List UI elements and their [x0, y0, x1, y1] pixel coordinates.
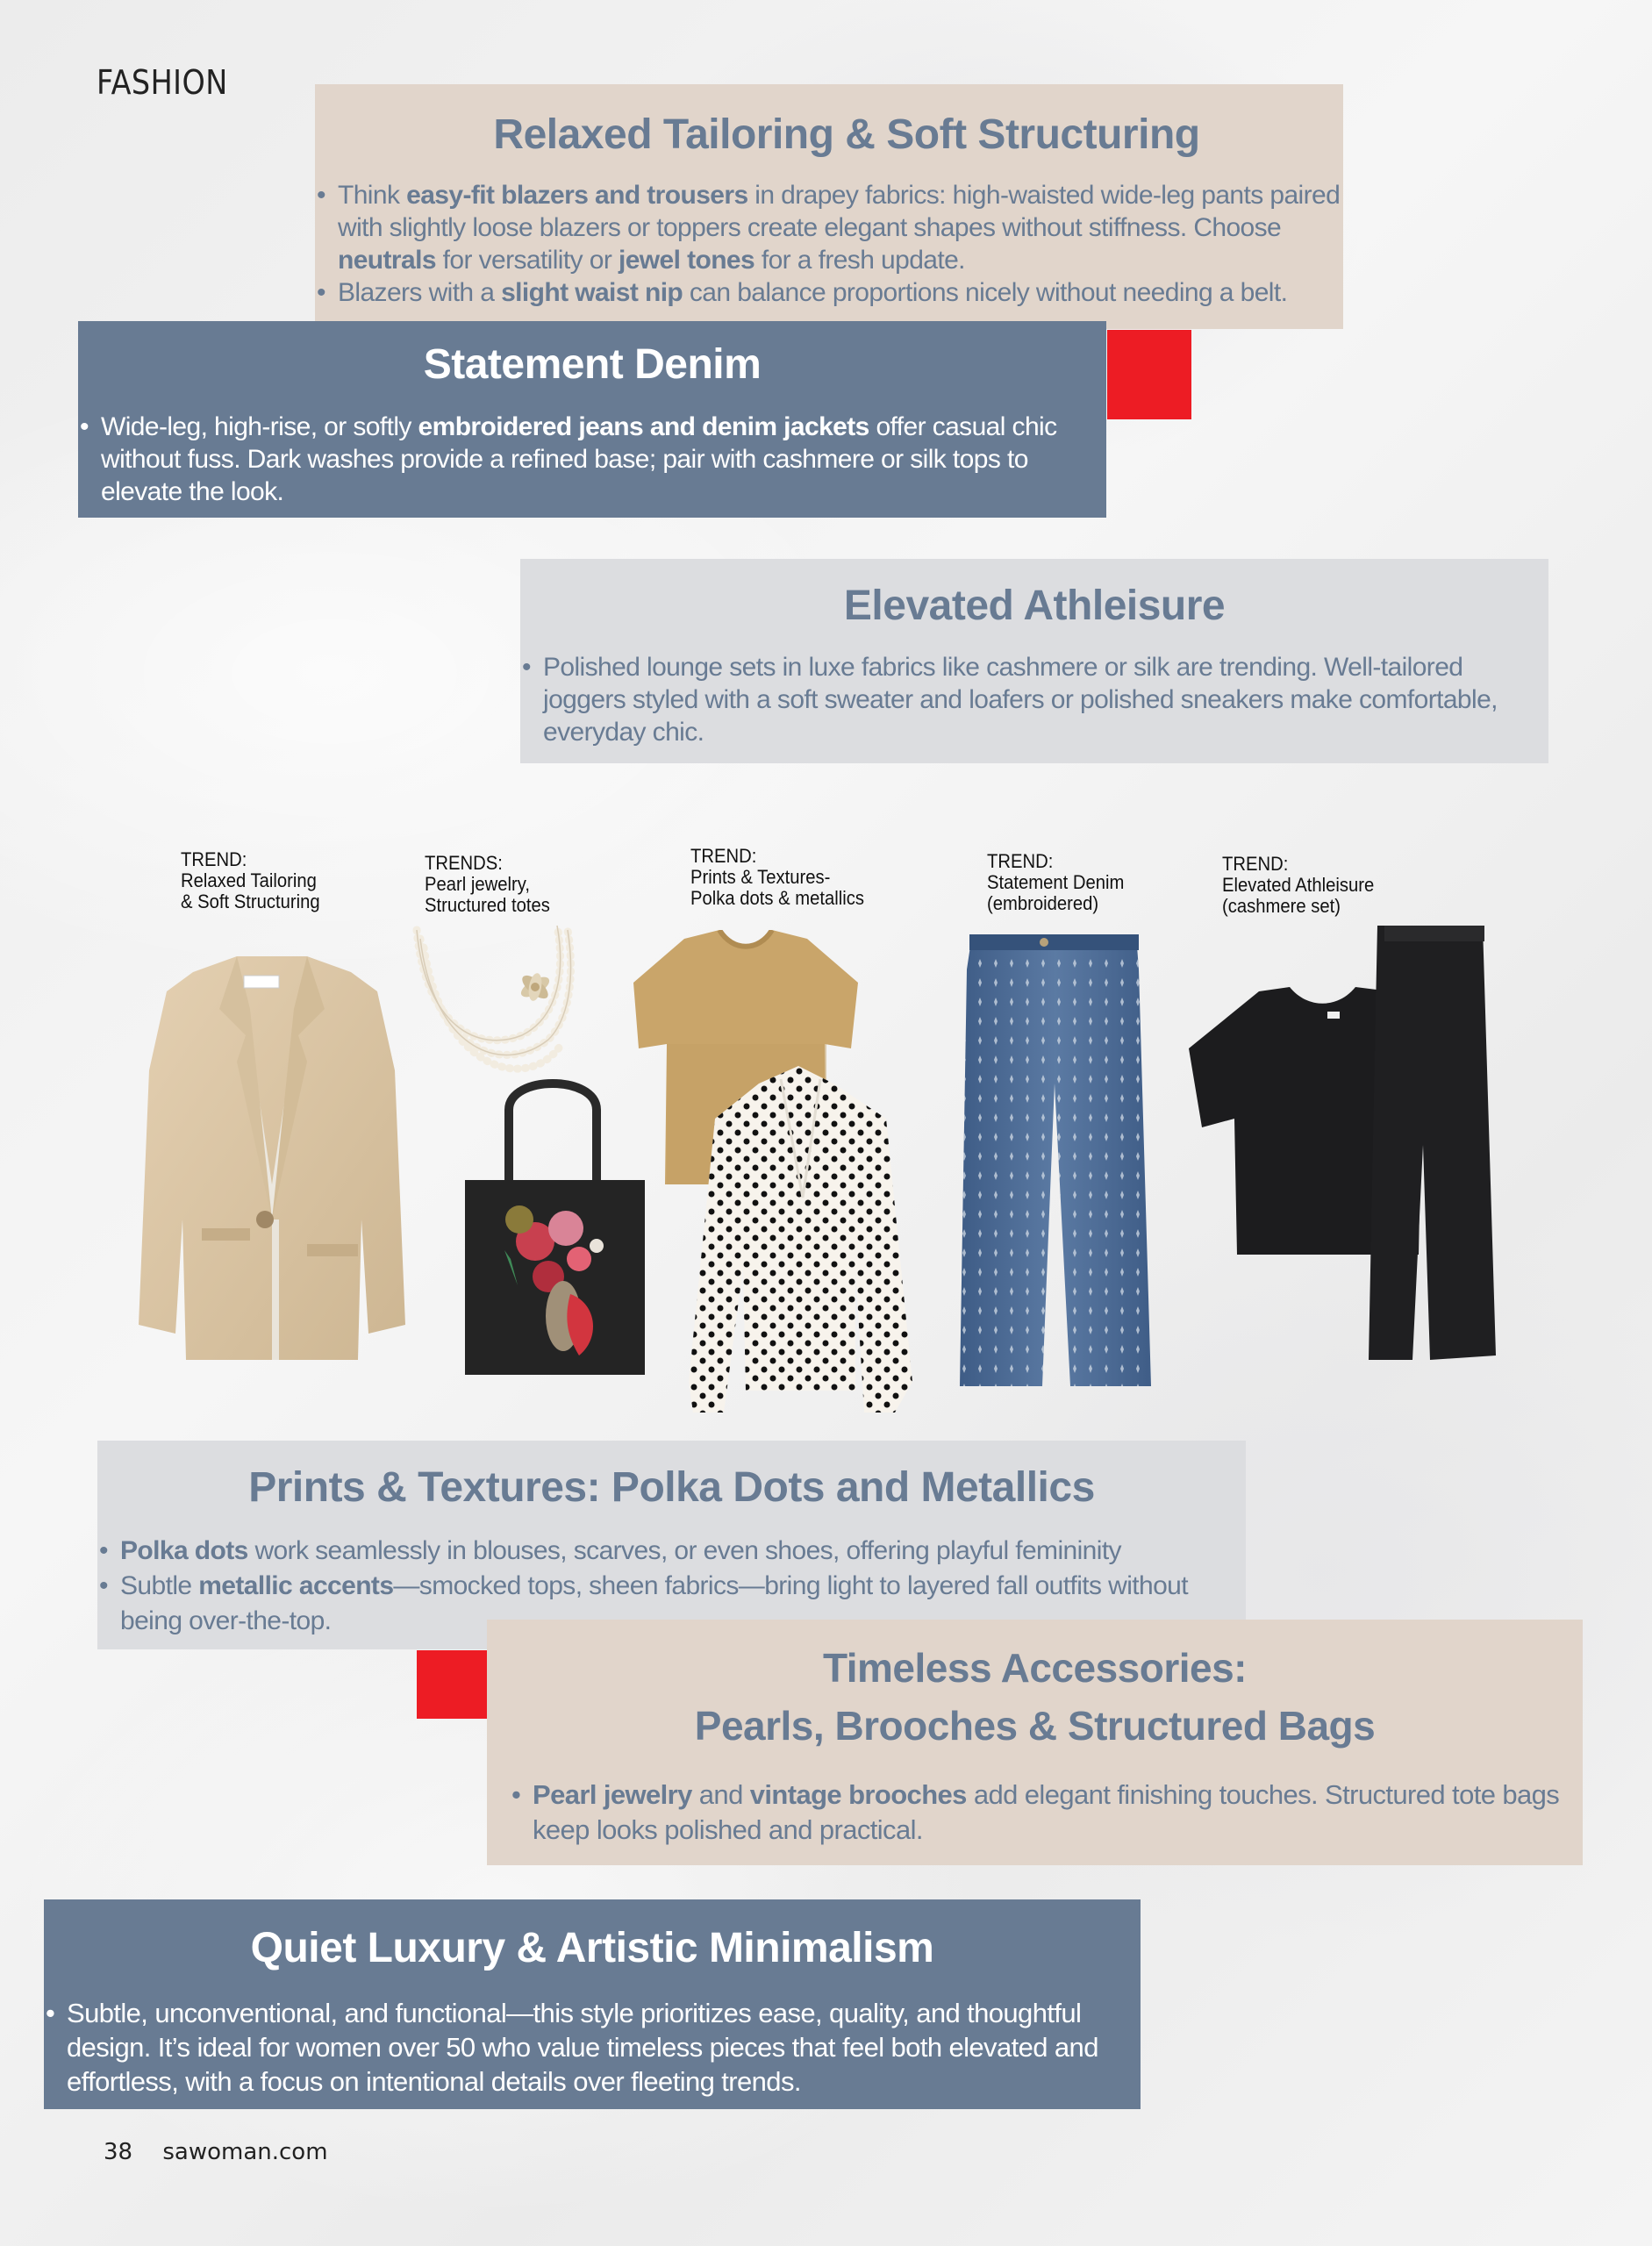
text-segment: —smocked tops, sheen fabrics—bring light to layered fall outfits without being over-the-top.	[120, 1571, 1189, 1635]
text-segment: for a fresh update.	[754, 246, 965, 275]
embroidered-jeans-image	[956, 934, 1154, 1391]
red-accent-block	[1107, 330, 1191, 419]
text-segment: offer casual chic without fuss. Dark washes provide a refined base; pair with cashmere or silk tops to elevate the look.	[101, 412, 1057, 506]
caption-athleisure: TREND: Elevated Athleisure (cashmere set)	[1222, 853, 1375, 917]
accessories-bullets	[510, 1777, 1571, 1848]
athleisure-box	[520, 559, 1548, 763]
quiet-luxury-bullets	[44, 1996, 1141, 2099]
bullet-item	[97, 1534, 1246, 1569]
bullet-item	[315, 276, 1343, 309]
bold-phrase: easy-fit blazers and trousers	[406, 181, 748, 210]
bold-phrase: embroidered jeans and denim jackets	[418, 412, 869, 441]
bold-phrase: jewel tones	[618, 246, 755, 275]
quiet-luxury-box	[44, 1899, 1141, 2109]
section-label: FASHION	[97, 63, 228, 102]
text-segment: Subtle, unconventional, and functional—this style prioritizes ease, quality, and thoughtful design. It’s ideal for women over 50 who value timeless pieces that feel both elevated and effortless, with a focus on intentional details over fleeting trends.	[67, 1998, 1098, 2097]
text-segment: in drapey fabrics: high-waisted wide-leg pants paired with slightly loose blazers or toppers create elegant shapes without stiffness. Choose	[338, 181, 1341, 242]
floral-tote-image	[465, 1075, 649, 1377]
denim-box	[78, 321, 1106, 518]
bold-phrase: neutrals	[338, 246, 436, 275]
caption-prints: TREND: Prints & Textures- Polka dots & metallics	[690, 845, 864, 909]
prints-title: Prints & Textures: Polka Dots and Metallics	[248, 1464, 1095, 1511]
denim-title: Statement Denim	[423, 341, 762, 388]
accessories-title-line2: Pearls, Brooches & Structured Bags	[694, 1703, 1376, 1749]
polka-blouse-image	[689, 1066, 921, 1417]
text-segment: add elegant finishing touches. Structured tote bags keep looks polished and practical.	[533, 1779, 1560, 1845]
text-segment: Polished lounge sets in luxe fabrics like cashmere or silk are trending. Well-tailored joggers styled with a soft sweater and loafers or polished sneakers make comfortable, everyday chic.	[543, 653, 1498, 747]
caption-tailoring: TREND: Relaxed Tailoring & Soft Structuring	[181, 848, 320, 912]
text-segment: and	[691, 1779, 750, 1810]
denim-bullets	[78, 411, 1106, 508]
accessories-box	[487, 1620, 1583, 1865]
tailoring-bullets	[315, 179, 1343, 309]
tailoring-title: Relaxed Tailoring & Soft Structuring	[493, 111, 1200, 158]
athleisure-title: Elevated Athleisure	[843, 583, 1226, 629]
page-number: 38	[104, 2139, 133, 2165]
text-segment: work seamlessly in blouses, scarves, or even shoes, offering playful femininity	[247, 1536, 1121, 1565]
text-segment: Blazers with a	[338, 278, 502, 307]
cashmere-pants-image	[1369, 926, 1496, 1364]
page-footer	[104, 2139, 328, 2165]
athleisure-bullets	[520, 651, 1548, 748]
red-accent-block	[417, 1650, 487, 1719]
prints-box	[97, 1441, 1246, 1649]
quiet-luxury-title: Quiet Luxury & Artistic Minimalism	[250, 1925, 934, 1971]
bold-phrase: metallic accents	[198, 1571, 394, 1600]
pearl-necklace-image	[408, 921, 592, 1088]
bullet-item	[44, 1996, 1141, 2099]
beige-blazer-image	[132, 956, 412, 1369]
bold-phrase: vintage brooches	[749, 1779, 967, 1810]
text-segment: for versatility or	[435, 246, 619, 275]
bullet-item	[78, 411, 1106, 508]
site-link[interactable]: sawoman.com	[162, 2139, 328, 2165]
bullet-item	[510, 1777, 1571, 1848]
caption-denim: TREND: Statement Denim (embroidered)	[987, 850, 1125, 914]
bullet-item	[315, 179, 1343, 276]
accessories-title-line1: Timeless Accessories:	[822, 1645, 1248, 1691]
bold-phrase: Pearl jewelry	[533, 1779, 692, 1810]
bold-phrase: slight waist nip	[501, 278, 683, 307]
tailoring-box	[315, 84, 1343, 329]
accessories-title	[487, 1639, 1583, 1755]
text-segment: Subtle	[120, 1571, 199, 1600]
text-segment: Wide-leg, high-rise, or softly	[101, 412, 418, 441]
text-segment: can balance proportions nicely without needing a belt.	[683, 278, 1288, 307]
bullet-item	[520, 651, 1548, 748]
caption-accessories: TRENDS: Pearl jewelry, Structured totes	[425, 852, 550, 916]
bold-phrase: Polka dots	[120, 1536, 248, 1565]
text-segment: Think	[338, 181, 407, 210]
